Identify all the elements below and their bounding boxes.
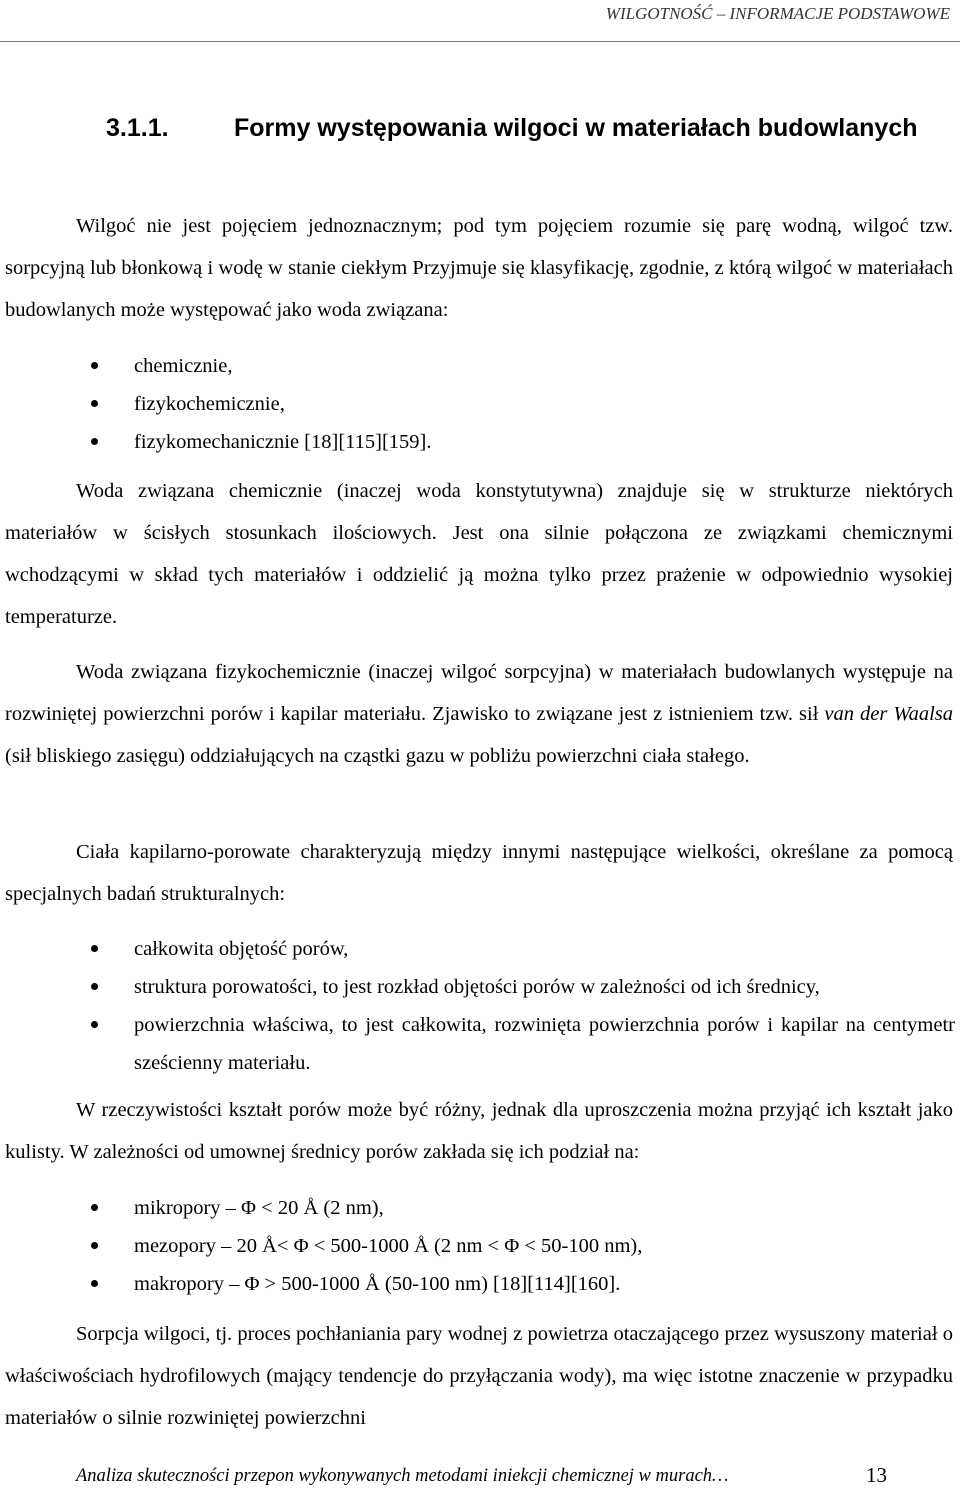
paragraph-sorption-water: Woda związana fizykochemicznie (inaczej wilgoć sorpcyjna) w materiałach budowlanych występuje na rozwiniętej powierzchni porów i kapilar materiału. Zjawisko to związane jest z istnieniem tzw. sił van der Waalsa (sił bliskiego zasięgu) oddziałujących na cząstki gazu w pobliżu powierzchni ciała stałego. [5, 661, 953, 767]
list-item: powierzchnia właściwa, to jest całkowita, rozwinięta powierzchnia porów i kapilar na centymetr sześcienny materiału. [0, 1006, 955, 1082]
running-header: WILGOTNOŚĆ – INFORMACJE PODSTAWOWE [605, 4, 950, 23]
paragraph-moisture-sorption: Sorpcja wilgoci, tj. proces pochłaniania pary wodnej z powietrza otaczającego przez wysuszony materiał o właściwościach hydrofilowych (mający tendencje do przyłączania wody), ma więc istotne znaczenie w przypadku materiałów o silnie rozwiniętej powierzchni [5, 1323, 953, 1429]
bullet-icon [91, 1021, 98, 1028]
page-number: 13 [866, 1463, 887, 1487]
section-number: 3.1.1. [106, 114, 169, 142]
section-title: Formy występowania wilgoci w materiałach budowlanych [234, 114, 918, 142]
list-item: chemicznie, [0, 347, 955, 385]
list-item: fizykomechanicznie [18][115][159]. [0, 423, 955, 461]
pore-classes-list [0, 1189, 955, 1303]
footer-title: Analiza skuteczności przepon wykonywanych metodami iniekcji chemicznej w murach… [76, 1466, 729, 1486]
bullet-icon [91, 438, 98, 445]
structural-properties-list [0, 930, 955, 1082]
list-item: struktura porowatości, to jest rozkład objętości porów w zależności od ich średnicy, [0, 968, 955, 1006]
bullet-icon [91, 945, 98, 952]
paragraph-pore-shape: W rzeczywistości kształt porów może być różny, jednak dla uproszczenia można przyjąć ich kształt jako kulisty. W zależności od umownej średnicy porów zakłada się ich podział na: [5, 1099, 953, 1163]
list-item: mikropory – Φ < 20 Å (2 nm), [0, 1189, 955, 1227]
header-divider [0, 41, 960, 42]
list-item: fizykochemicznie, [0, 385, 955, 423]
paragraph-chemical-water: Woda związana chemicznie (inaczej woda konstytutywna) znajduje się w strukturze niektórych materiałów w ścisłych stosunkach ilościowych. Jest ona silnie połączona ze związkami chemicznymi wchodzącymi w skład tych materiałów i oddzielić ją można tylko przez prażenie w odpowiednio wysokiej temperaturze. [5, 480, 953, 628]
bullet-icon [91, 983, 98, 990]
bullet-icon [91, 362, 98, 369]
bound-water-list [0, 347, 955, 461]
bullet-icon [91, 1242, 98, 1249]
bullet-icon [91, 1204, 98, 1211]
list-item: makropory – Φ > 500-1000 Å (50-100 nm) [18][114][160]. [0, 1265, 955, 1303]
paragraph-porous-bodies: Ciała kapilarno-porowate charakteryzują między innymi następujące wielkości, określane za pomocą specjalnych badań strukturalnych: [5, 841, 953, 905]
bullet-icon [91, 1280, 98, 1287]
paragraph-intro: Wilgoć nie jest pojęciem jednoznacznym; pod tym pojęciem rozumie się parę wodną, wilgoć tzw. sorpcyjną lub błonkową i wodę w stanie ciekłym Przyjmuje się klasyfikację, zgodnie, z którą wilgoć w materiałach budowlanych może występować jako woda związana: [5, 215, 953, 321]
list-item: mezopory – 20 Å< Φ < 500-1000 Å (2 nm < Φ < 50-100 nm), [0, 1227, 955, 1265]
list-item: całkowita objętość porów, [0, 930, 955, 968]
van-der-waals-term: van der Waalsa [824, 703, 953, 725]
bullet-icon [91, 400, 98, 407]
